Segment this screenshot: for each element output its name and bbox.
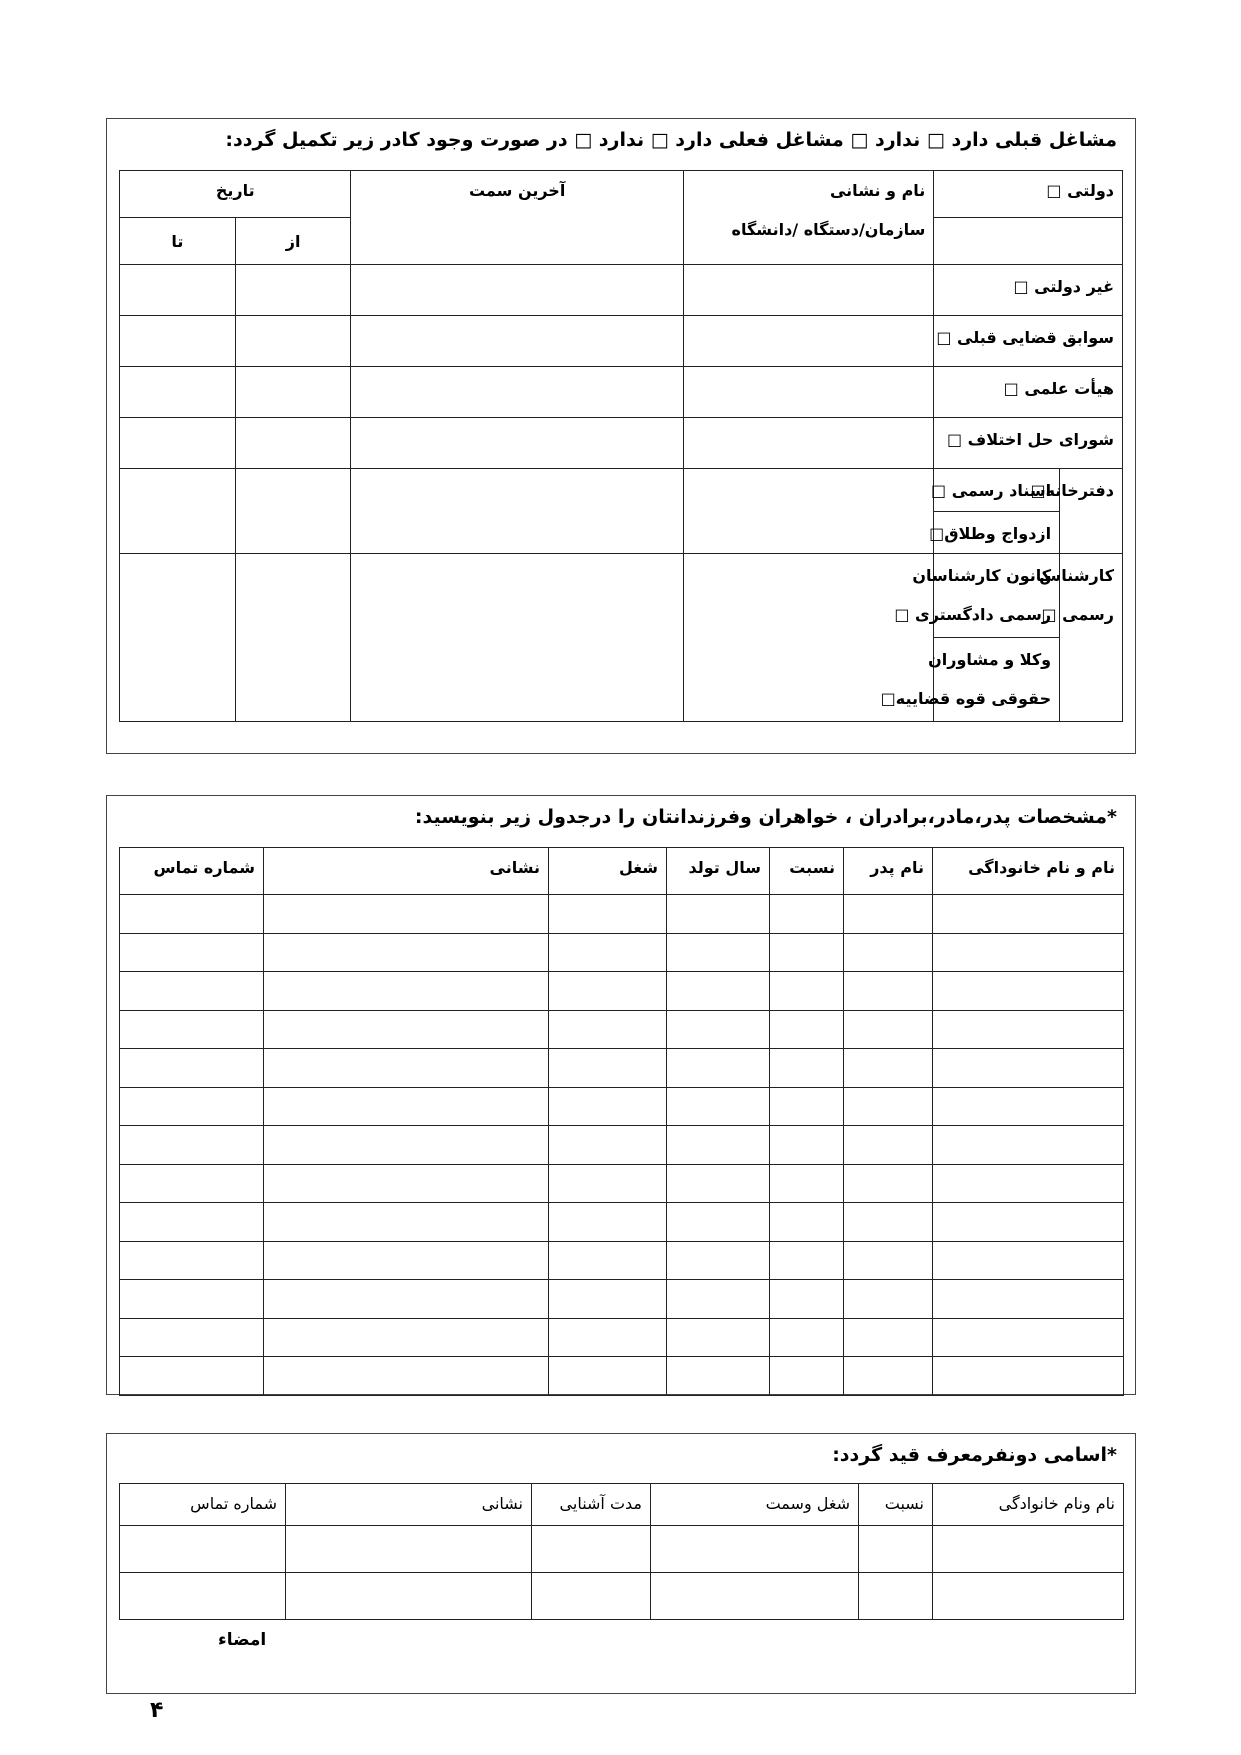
cell-name[interactable]: [933, 1318, 1124, 1357]
col-father-name: نام پدر: [844, 848, 933, 895]
header-to: تا: [120, 218, 236, 265]
cell-org[interactable]: [683, 367, 933, 418]
cell-address[interactable]: [264, 1318, 549, 1357]
cell-name[interactable]: [933, 1126, 1124, 1165]
references-section: [106, 1433, 1136, 1694]
cell-from[interactable]: [235, 554, 351, 722]
cell-relation[interactable]: [770, 1126, 844, 1165]
cell-phone[interactable]: [120, 1573, 286, 1620]
references-table: [119, 1483, 1124, 1620]
cell-phone[interactable]: [120, 1280, 264, 1319]
notary-label: دفترخانه□: [1060, 469, 1123, 554]
cell-occupation[interactable]: [549, 1357, 667, 1396]
cell-father[interactable]: [844, 1087, 933, 1126]
cell-birth-year[interactable]: [667, 1318, 770, 1357]
cell-to[interactable]: [120, 469, 236, 554]
cell-name[interactable]: [933, 1573, 1124, 1620]
table-row: [120, 933, 1124, 972]
cell-position[interactable]: [351, 554, 683, 722]
col-acquaintance-duration: مدت آشنایی: [532, 1484, 651, 1526]
cell-father[interactable]: [844, 1318, 933, 1357]
cell-from[interactable]: [235, 367, 351, 418]
cell-name[interactable]: [933, 1241, 1124, 1280]
cell-org[interactable]: [683, 469, 933, 554]
cell-phone[interactable]: [120, 972, 264, 1011]
col-relation: نسبت: [859, 1484, 933, 1526]
cell-job[interactable]: [651, 1573, 859, 1620]
cell-occupation[interactable]: [549, 933, 667, 972]
cell-relation[interactable]: [770, 1357, 844, 1396]
cell-father[interactable]: [844, 895, 933, 934]
cell-occupation[interactable]: [549, 895, 667, 934]
col-occupation: شغل: [549, 848, 667, 895]
cell-name[interactable]: [933, 933, 1124, 972]
cell-phone[interactable]: [120, 1203, 264, 1242]
cell-name[interactable]: [933, 1357, 1124, 1396]
cell-address[interactable]: [264, 1126, 549, 1165]
page-number: ۴: [150, 1698, 164, 1723]
cell-relation[interactable]: [770, 1164, 844, 1203]
row-label: هیأت علمی □: [934, 367, 1123, 418]
employment-table: [119, 170, 1123, 722]
cell-occupation[interactable]: [549, 972, 667, 1011]
cell-relation[interactable]: [770, 1087, 844, 1126]
cell-father[interactable]: [844, 1126, 933, 1165]
cell-phone[interactable]: [120, 1087, 264, 1126]
cell-address[interactable]: [264, 972, 549, 1011]
notary-marriage-divorce: ازدواج وطلاق□: [934, 512, 1060, 554]
cell-address[interactable]: [264, 1241, 549, 1280]
employment-title: مشاغل قبلی دارد □ ندارد □ مشاغل فعلی دارد □ ندارد □ در صورت وجود کادر زیر تکمیل گردد:: [225, 129, 1117, 151]
cell-birth-year[interactable]: [667, 1164, 770, 1203]
cell-birth-year[interactable]: [667, 1049, 770, 1088]
col-full-name: نام و نام خانوداگی: [933, 848, 1124, 895]
col-relation: نسبت: [770, 848, 844, 895]
cell-from[interactable]: [235, 316, 351, 367]
header-government-blank: [934, 218, 1123, 265]
cell-from[interactable]: [235, 469, 351, 554]
table-row: [120, 1010, 1124, 1049]
table-row: [120, 1049, 1124, 1088]
cell-name[interactable]: [933, 1203, 1124, 1242]
cell-to[interactable]: [120, 367, 236, 418]
cell-occupation[interactable]: [549, 1087, 667, 1126]
cell-name[interactable]: [933, 895, 1124, 934]
cell-org[interactable]: [683, 418, 933, 469]
cell-position[interactable]: [351, 265, 683, 316]
col-full-name: نام ونام خانوادگی: [933, 1484, 1124, 1526]
cell-to[interactable]: [120, 265, 236, 316]
table-row: [120, 972, 1124, 1011]
cell-occupation[interactable]: [549, 1318, 667, 1357]
cell-address[interactable]: [286, 1573, 532, 1620]
header-last-position: آخرین سمت: [351, 171, 683, 265]
row-label: شورای حل اختلاف □: [934, 418, 1123, 469]
cell-duration[interactable]: [532, 1573, 651, 1620]
cell-father[interactable]: [844, 933, 933, 972]
col-job-position: شغل وسمت: [651, 1484, 859, 1526]
cell-to[interactable]: [120, 316, 236, 367]
cell-name[interactable]: [933, 1010, 1124, 1049]
family-table: [119, 847, 1124, 1396]
cell-org[interactable]: [683, 316, 933, 367]
cell-address[interactable]: [264, 1203, 549, 1242]
cell-phone[interactable]: [120, 1049, 264, 1088]
cell-name[interactable]: [933, 1280, 1124, 1319]
cell-duration[interactable]: [532, 1526, 651, 1573]
cell-occupation[interactable]: [549, 1164, 667, 1203]
cell-position[interactable]: [351, 418, 683, 469]
col-birth-year: سال تولد: [667, 848, 770, 895]
cell-address[interactable]: [264, 895, 549, 934]
col-phone: شماره تماس: [120, 848, 264, 895]
header-date: تاریخ: [120, 171, 351, 218]
cell-position[interactable]: [351, 316, 683, 367]
cell-from[interactable]: [235, 418, 351, 469]
cell-relation[interactable]: [770, 1280, 844, 1319]
cell-to[interactable]: [120, 554, 236, 722]
cell-occupation[interactable]: [549, 1280, 667, 1319]
header-from: از: [235, 218, 351, 265]
cell-father[interactable]: [844, 1357, 933, 1396]
cell-org[interactable]: [683, 265, 933, 316]
cell-relation[interactable]: [859, 1526, 933, 1573]
cell-occupation[interactable]: [549, 1049, 667, 1088]
table-row: [120, 1164, 1124, 1203]
cell-relation[interactable]: [770, 1318, 844, 1357]
col-address: نشانی: [264, 848, 549, 895]
cell-father[interactable]: [844, 1010, 933, 1049]
row-label: غیر دولتی □: [934, 265, 1123, 316]
table-row: [120, 1241, 1124, 1280]
family-rows: [120, 895, 1124, 1396]
cell-birth-year[interactable]: [667, 1203, 770, 1242]
cell-father[interactable]: [844, 1241, 933, 1280]
row-label: سوابق قضایی قبلی □: [934, 316, 1123, 367]
cell-phone[interactable]: [120, 1164, 264, 1203]
cell-address[interactable]: [264, 1164, 549, 1203]
cell-position[interactable]: [351, 367, 683, 418]
cell-birth-year[interactable]: [667, 1126, 770, 1165]
cell-name[interactable]: [933, 1087, 1124, 1126]
cell-father[interactable]: [844, 1164, 933, 1203]
cell-birth-year[interactable]: [667, 972, 770, 1011]
family-title: *مشخصات پدر،مادر،برادران ، خواهران وفرزندانتان را درجدول زیر بنویسید:: [414, 806, 1117, 828]
cell-phone[interactable]: [120, 1357, 264, 1396]
cell-birth-year[interactable]: [667, 1357, 770, 1396]
cell-phone[interactable]: [120, 1526, 286, 1573]
cell-relation[interactable]: [770, 1241, 844, 1280]
signature-label: امضاء: [218, 1630, 267, 1650]
notary-official-docs: اسناد رسمی □: [934, 469, 1060, 512]
cell-address[interactable]: [264, 1357, 549, 1396]
cell-relation[interactable]: [770, 1203, 844, 1242]
cell-phone[interactable]: [120, 1010, 264, 1049]
cell-phone[interactable]: [120, 1318, 264, 1357]
cell-relation[interactable]: [770, 1010, 844, 1049]
cell-name[interactable]: [933, 1526, 1124, 1573]
cell-phone[interactable]: [120, 1126, 264, 1165]
cell-address[interactable]: [264, 1087, 549, 1126]
cell-birth-year[interactable]: [667, 1087, 770, 1126]
cell-father[interactable]: [844, 1203, 933, 1242]
cell-occupation[interactable]: [549, 1203, 667, 1242]
cell-father[interactable]: [844, 972, 933, 1011]
cell-occupation[interactable]: [549, 1241, 667, 1280]
table-row: [120, 895, 1124, 934]
cell-birth-year[interactable]: [667, 1241, 770, 1280]
cell-relation[interactable]: [859, 1573, 933, 1620]
cell-birth-year[interactable]: [667, 933, 770, 972]
table-row: [120, 1203, 1124, 1242]
expert-label: کارشناس رسمی □: [1060, 554, 1123, 722]
cell-name[interactable]: [933, 1164, 1124, 1203]
family-section: [106, 795, 1136, 1395]
header-government: دولتی □: [934, 171, 1123, 218]
cell-from[interactable]: [235, 265, 351, 316]
cell-address[interactable]: [264, 1049, 549, 1088]
cell-phone[interactable]: [120, 1241, 264, 1280]
cell-address[interactable]: [264, 1280, 549, 1319]
cell-phone[interactable]: [120, 933, 264, 972]
table-row: [120, 1318, 1124, 1357]
cell-name[interactable]: [933, 1049, 1124, 1088]
references-title: *اسامی دونفرمعرف قید گردد:: [832, 1444, 1117, 1466]
cell-address[interactable]: [264, 933, 549, 972]
cell-birth-year[interactable]: [667, 1280, 770, 1319]
cell-birth-year[interactable]: [667, 1010, 770, 1049]
cell-job[interactable]: [651, 1526, 859, 1573]
table-row: [120, 1357, 1124, 1396]
cell-relation[interactable]: [770, 895, 844, 934]
header-org-name: نام و نشانی سازمان/دستگاه /دانشگاه: [683, 171, 933, 265]
col-address: نشانی: [286, 1484, 532, 1526]
cell-birth-year[interactable]: [667, 895, 770, 934]
expert-court-experts: کانون کارشناسان رسمی دادگستری □: [934, 554, 1060, 638]
cell-occupation[interactable]: [549, 1010, 667, 1049]
cell-to[interactable]: [120, 418, 236, 469]
cell-occupation[interactable]: [549, 1126, 667, 1165]
cell-name[interactable]: [933, 972, 1124, 1011]
expert-legal-advisors: وکلا و مشاوران حقوقی قوه قضاییه□: [934, 638, 1060, 722]
cell-relation[interactable]: [770, 933, 844, 972]
table-row: [120, 1126, 1124, 1165]
cell-address[interactable]: [286, 1526, 532, 1573]
employment-section: [106, 118, 1136, 754]
cell-phone[interactable]: [120, 895, 264, 934]
table-row: [120, 1280, 1124, 1319]
table-row: [120, 1087, 1124, 1126]
cell-address[interactable]: [264, 1010, 549, 1049]
cell-position[interactable]: [351, 469, 683, 554]
cell-relation[interactable]: [770, 1049, 844, 1088]
cell-father[interactable]: [844, 1280, 933, 1319]
cell-relation[interactable]: [770, 972, 844, 1011]
cell-father[interactable]: [844, 1049, 933, 1088]
col-phone: شماره تماس: [120, 1484, 286, 1526]
